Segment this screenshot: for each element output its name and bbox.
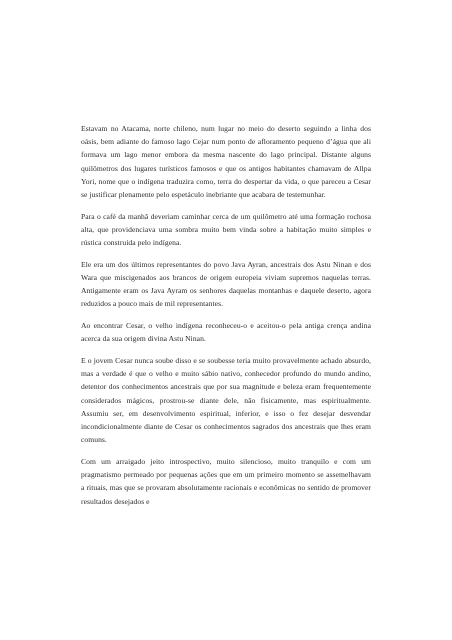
- paragraph-1: Estavam no Atacama, norte chileno, num lugar no meio do deserto seguindo a linha dos oásis, bem adiante do famoso lago Cejar num ponto de afloramento pequeno d’água que ali formava um lago menor embora da mesma nascente do lago principal. Distante alguns quilômetros dos lugares turísticos famosos e que os antigos habitantes chamavam de Allpa Yori, nome que o indígena traduzira como, terra do despertar da vida, o que pareceu a Cesar se justificar plenamente pelo espetáculo inebriante que acabara de testemunhar.: [81, 124, 371, 200]
- body-text: [81, 122, 371, 516]
- paragraph-2: Para o café da manhã deveriam caminhar cerca de um quilômetro até uma formação rochosa alta, que providenciava uma sombra muito bem vinda sobre a habitação muito simples e rústica construída pelo indígena.: [81, 211, 371, 248]
- paragraph-4: Ao encontrar Cesar, o velho indígena reconheceu-o e aceitou-o pela antiga crença andina acerca da sua origem divina Astu Ninan.: [81, 321, 371, 344]
- paragraph-6: Com um arraigado jeito introspectivo, muito silencioso, muito tranquilo e com um pragmatismo permeado por pequenas ações que em um primeiro momento se assemelhavam a rituais, mas que se provaram absolutamente racionais e econômicas no sentido de promover resultados desejados e: [81, 456, 371, 506]
- paragraph-5: E o jovem Cesar nunca soube disso e se soubesse teria muito provavelmente achado absurdo, mas a verdade é que o velho e muito sábio nativo, conhecedor profundo do mundo andino, detentor dos conhecimentos ancestrais que por sua magnitude e beleza eram frequentemente considerados mágicos, prostrou-se diante dele, não fisicamente, mas espiritualmente. Assumiu ser, em desenvolvimento espiritual, inferior, e isso o fez desejar desvendar incondicionalmente diante de Cesar os conhecimentos sagrados dos ancestrais que lhes eram comuns.: [81, 356, 371, 445]
- paragraph-3: Ele era um dos últimos representantes do povo Java Ayran, ancestrais dos Astu Ninan e dos Wara que miscigenados aos brancos de origem europeia viviam supremos naquelas terras. Antigamente eram os Java Ayram os senhores daquelas montanhas e daquele deserto, agora reduzidos a pouco mais de mil representantes.: [81, 259, 371, 309]
